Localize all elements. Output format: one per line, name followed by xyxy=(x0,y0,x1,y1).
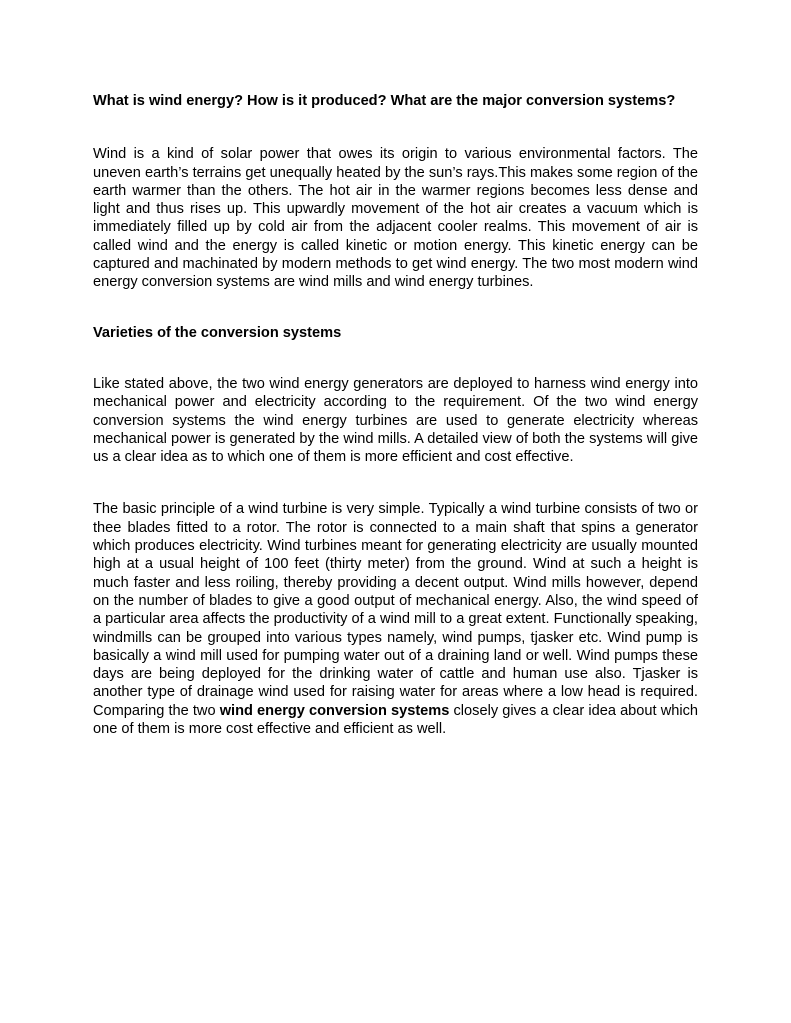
turbine-paragraph-emphasis: wind energy conversion systems xyxy=(219,702,450,719)
turbine-paragraph xyxy=(93,500,698,738)
document-title: What is wind energy? How is it produced? What are the major conversion systems? xyxy=(93,93,676,109)
document-body xyxy=(93,92,698,738)
section-heading: Varieties of the conversion systems xyxy=(93,324,342,341)
turbine-paragraph-text: The basic principle of a wind turbine is very simple. Typically a wind turbine consists of two or thee blades fitted to a rotor. The rotor is connected to a main shaft that spins a generator which produces electricity. Wind turbines meant for generating electricity are usually mounted high at a usual height of 100 feet (thirty meter) from the ground. Wind at such a height is much faster and less roiling, thereby providing a decent output. Wind mills however, depend on the number of blades to give a good output of mechanical energy. Also, the wind speed of a particular area affects the productivity of a wind mill to a great extent. Functionally speaking, windmills can be grouped into various types namely, wind pumps, tjasker etc. Wind pump is basically a wind mill used for pumping water out of a draining land or well. Wind pumps these days are being deployed for the drinking water of cattle and human use also. Tjasker is another type of drainage wind used for raising water for areas where a low head is required. Comparing the two xyxy=(93,501,698,719)
varieties-paragraph: Like stated above, the two wind energy generators are deployed to harness wind energy into mechanical power and electricity according to the requirement. Of the two wind energy conversion systems the wind energy turbines are used to generate electricity whereas mechanical power is generated by the wind mills. A detailed view of both the systems will give us a clear idea as to which one of them is more efficient and cost effective. xyxy=(93,375,698,466)
intro-paragraph: Wind is a kind of solar power that owes its origin to various environmental factors. The uneven earth’s terrains get unequally heated by the sun’s rays.This makes some region of the earth warmer than the others. The hot air in the warmer regions becomes less dense and light and thus rises up. This upwardly movement of the hot air creates a vacuum which is immediately filled up by cold air from the adjacent cooler realms. This movement of air is called wind and the energy is called kinetic or motion energy. This kinetic energy can be captured and machinated by modern methods to get wind energy. The two most modern wind energy conversion systems are wind mills and wind energy turbines. xyxy=(93,146,698,291)
turbine-paragraph-ending: closely gives a clear idea about which one of them is more cost effective and efficient as well. xyxy=(93,702,699,738)
